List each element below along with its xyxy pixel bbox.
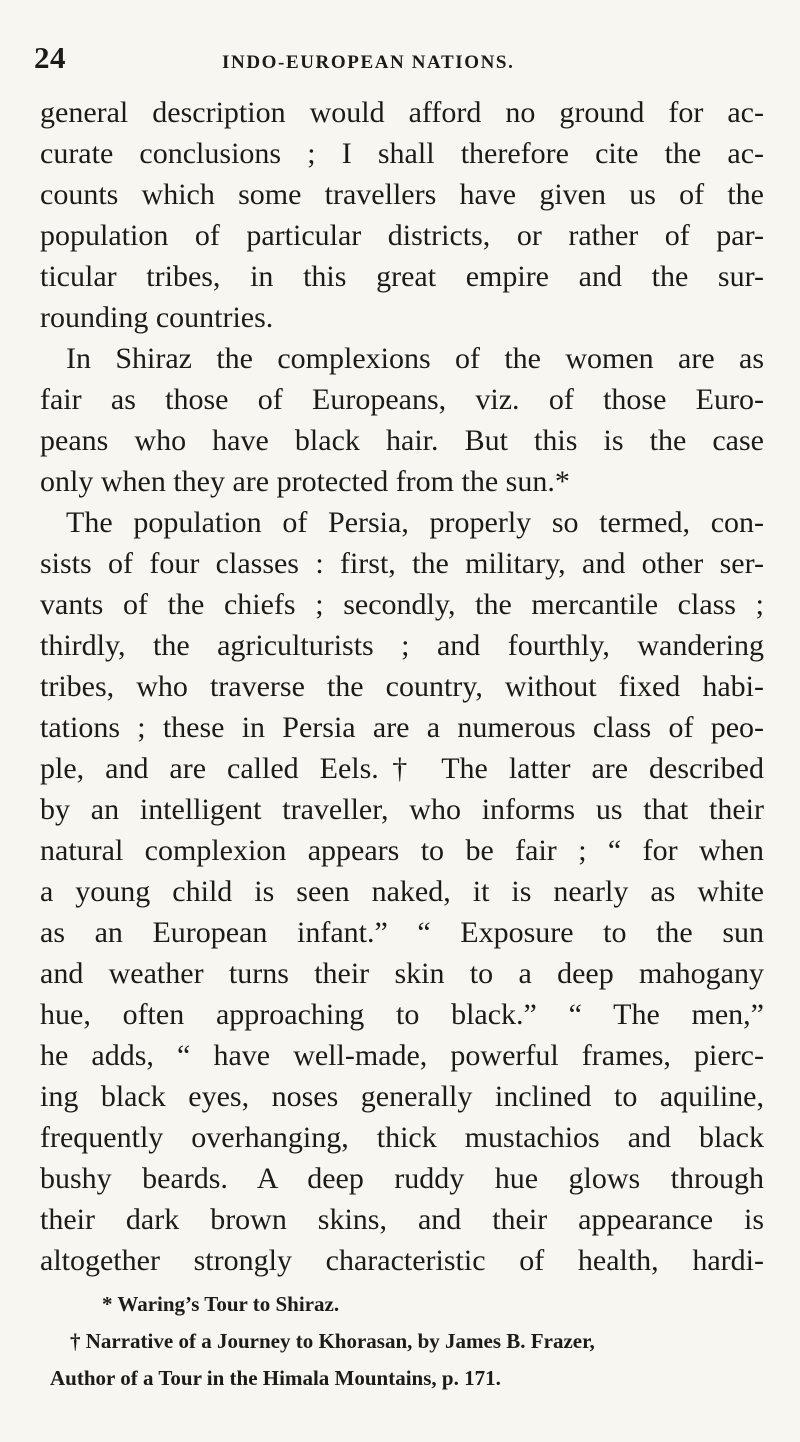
text-line: ple, and are called Eels.† The latter are described	[40, 752, 764, 785]
text-line: curate conclusions ; I shall therefore cite the ac-	[40, 137, 764, 170]
text-line: tribes, who traverse the country, without fixed habi-	[40, 670, 764, 703]
text-line: tations ; these in Persia are a numerous class of peo-	[40, 711, 764, 744]
text-line: as an European infant.” “ Exposure to the sun	[40, 916, 764, 949]
text-line: ticular tribes, in this great empire and the sur-	[40, 260, 764, 293]
text-line: ing black eyes, noses generally inclined to aquiline,	[40, 1080, 764, 1113]
page-number: 24	[34, 40, 66, 75]
text-line: their dark brown skins, and their appearance is	[40, 1203, 764, 1236]
footnotes	[40, 1292, 770, 1403]
text-line: only when they are protected from the sun.*	[40, 465, 570, 498]
text-line: altogether strongly characteristic of health, hardi-	[40, 1244, 764, 1277]
text-line: by an intelligent traveller, who informs us that their	[40, 793, 764, 826]
text-line: sists of four classes : first, the military, and other ser-	[40, 547, 764, 580]
text-line: he adds, “ have well-made, powerful frames, pierc-	[40, 1039, 764, 1072]
text-line: frequently overhanging, thick mustachios and black	[40, 1121, 764, 1154]
page-header	[32, 40, 772, 80]
text-line: The population of Persia, properly so termed, con-	[66, 506, 764, 539]
text-line: In Shiraz the complexions of the women are as	[66, 342, 764, 375]
text-line: a young child is seen naked, it is nearly as white	[40, 875, 764, 908]
body-text	[40, 96, 764, 1285]
text-line: counts which some travellers have given us of the	[40, 178, 764, 211]
text-line: peans who have black hair. But this is the case	[40, 424, 764, 457]
text-line: and weather turns their skin to a deep mahogany	[40, 957, 764, 990]
text-line: hue, often approaching to black.” “ The men,”	[40, 998, 764, 1031]
text-line: thirdly, the agriculturists ; and fourthly, wandering	[40, 629, 764, 662]
text-line: fair as those of Europeans, viz. of those Euro-	[40, 383, 764, 416]
text-line: general description would afford no ground for ac-	[40, 96, 764, 129]
footnote-2-line-1: † Narrative of a Journey to Khorasan, by James B. Frazer,	[70, 1329, 595, 1353]
text-line: vants of the chiefs ; secondly, the mercantile class ;	[40, 588, 764, 621]
text-line: population of particular districts, or rather of par-	[40, 219, 764, 252]
running-title: INDO-EUROPEAN NATIONS.	[222, 52, 515, 73]
text-line: rounding countries.	[40, 301, 274, 334]
footnote-1: * Waring’s Tour to Shiraz.	[102, 1292, 340, 1316]
text-line: natural complexion appears to be fair ; “ for when	[40, 834, 764, 867]
footnote-2-line-2: Author of a Tour in the Himala Mountains, p. 171.	[50, 1366, 501, 1390]
text-line: bushy beards. A deep ruddy hue glows through	[40, 1162, 764, 1195]
